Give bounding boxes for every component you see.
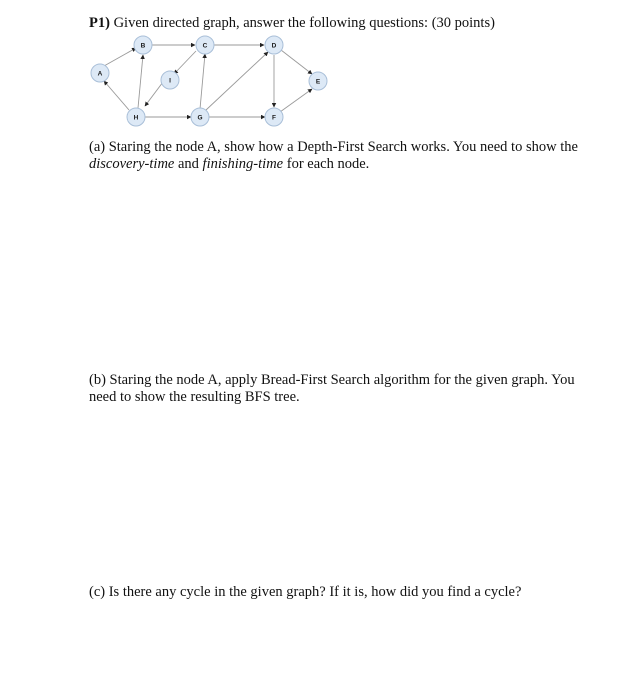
edge-i-h [145,82,163,106]
problem-label: P1) [89,15,110,31]
edge-c-i [174,51,196,74]
node-i [161,71,179,89]
edge-g-c [200,54,205,109]
node-e [309,72,327,90]
node-g [191,108,209,126]
node-f-label: F [272,114,276,122]
node-g-label: G [197,114,203,122]
node-f [265,108,283,126]
node-c [196,36,214,54]
node-d [265,36,283,54]
node-c-label: C [202,42,208,50]
edge-h-a [104,81,129,110]
node-a [91,64,109,82]
graph-edges [104,42,312,117]
question-a-join: and [177,156,199,172]
node-h [127,108,145,126]
edge-a-b [104,48,136,66]
question-c: (c) Is there any cycle in the given graph? If it is, how did you find a cycle? [89,584,522,600]
edge-f-e [280,89,312,112]
directed-graph [88,33,333,133]
edge-h-b [138,55,143,108]
problem-title [89,15,495,32]
problem-points: (30 points) [431,15,495,31]
discovery-time-term: discovery-time [89,156,175,172]
node-e-label: E [315,78,321,86]
node-d-label: D [271,42,277,50]
question-b: (b) Staring the node A, apply Bread-First Search algorithm for the given graph. You need to show the resulting BFS tree. [89,372,575,405]
node-b [134,36,152,54]
node-i-label: I [169,77,171,85]
question-a-suffix: for each node. [286,156,370,172]
question-a-prefix: (a) Staring the node A, show how a Depth-First Search works. You need to show the [89,139,578,155]
finishing-time-term: finishing-time [202,156,284,172]
edge-d-e [281,50,312,74]
node-a-label: A [97,70,103,78]
problem-prompt: Given directed graph, answer the following questions: [113,15,429,31]
node-b-label: B [140,42,146,50]
node-h-label: H [133,114,139,122]
edge-g-d [206,52,268,110]
question-a [89,139,604,173]
